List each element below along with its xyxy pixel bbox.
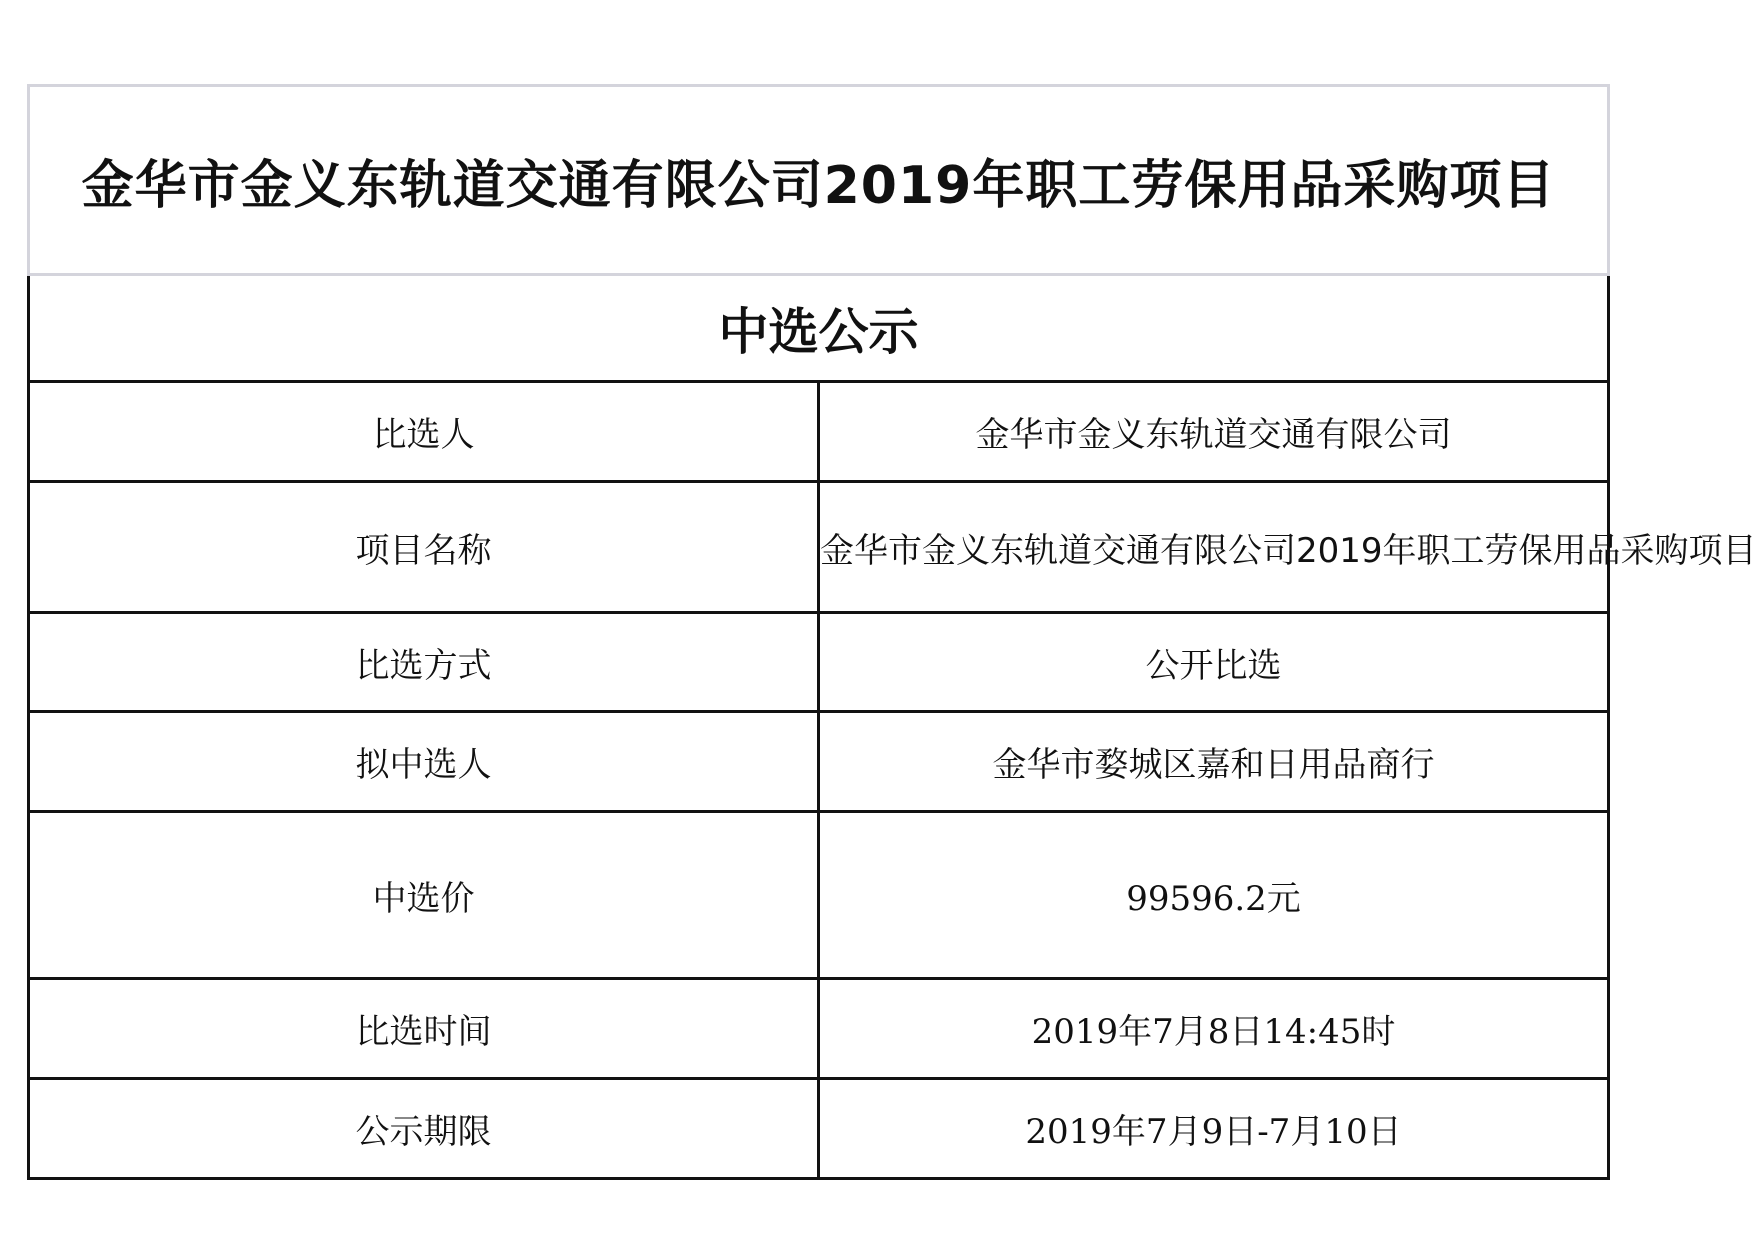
row-label-project-name: 项目名称 [29,482,819,613]
table-row [29,812,1609,979]
heading-row [29,276,1609,382]
row-value-price: 99596.2元 [819,812,1609,979]
table-row [29,382,1609,482]
document-title: 金华市金义东轨道交通有限公司2019年职工劳保用品采购项目 [27,84,1610,276]
row-label-method: 比选方式 [29,613,819,712]
table-row [29,613,1609,712]
row-label-time: 比选时间 [29,979,819,1079]
row-label-period: 公示期限 [29,1079,819,1179]
row-label-bidder: 比选人 [29,382,819,482]
row-value-time: 2019年7月8日14:45时 [819,979,1609,1079]
table-row [29,1079,1609,1179]
row-value-project-name: 金华市金义东轨道交通有限公司2019年职工劳保用品采购项目 [819,482,1609,613]
row-value-bidder: 金华市金义东轨道交通有限公司 [819,382,1609,482]
notice-table [27,276,1757,1180]
row-value-winner: 金华市婺城区嘉和日用品商行 [819,712,1609,812]
table-row [29,712,1609,812]
notice-heading: 中选公示 [29,276,1609,382]
table-row [29,482,1609,613]
notice-document [27,84,1757,1180]
row-label-price: 中选价 [29,812,819,979]
row-value-method: 公开比选 [819,613,1609,712]
row-value-period: 2019年7月9日-7月10日 [819,1079,1609,1179]
table-row [29,979,1609,1079]
row-label-winner: 拟中选人 [29,712,819,812]
